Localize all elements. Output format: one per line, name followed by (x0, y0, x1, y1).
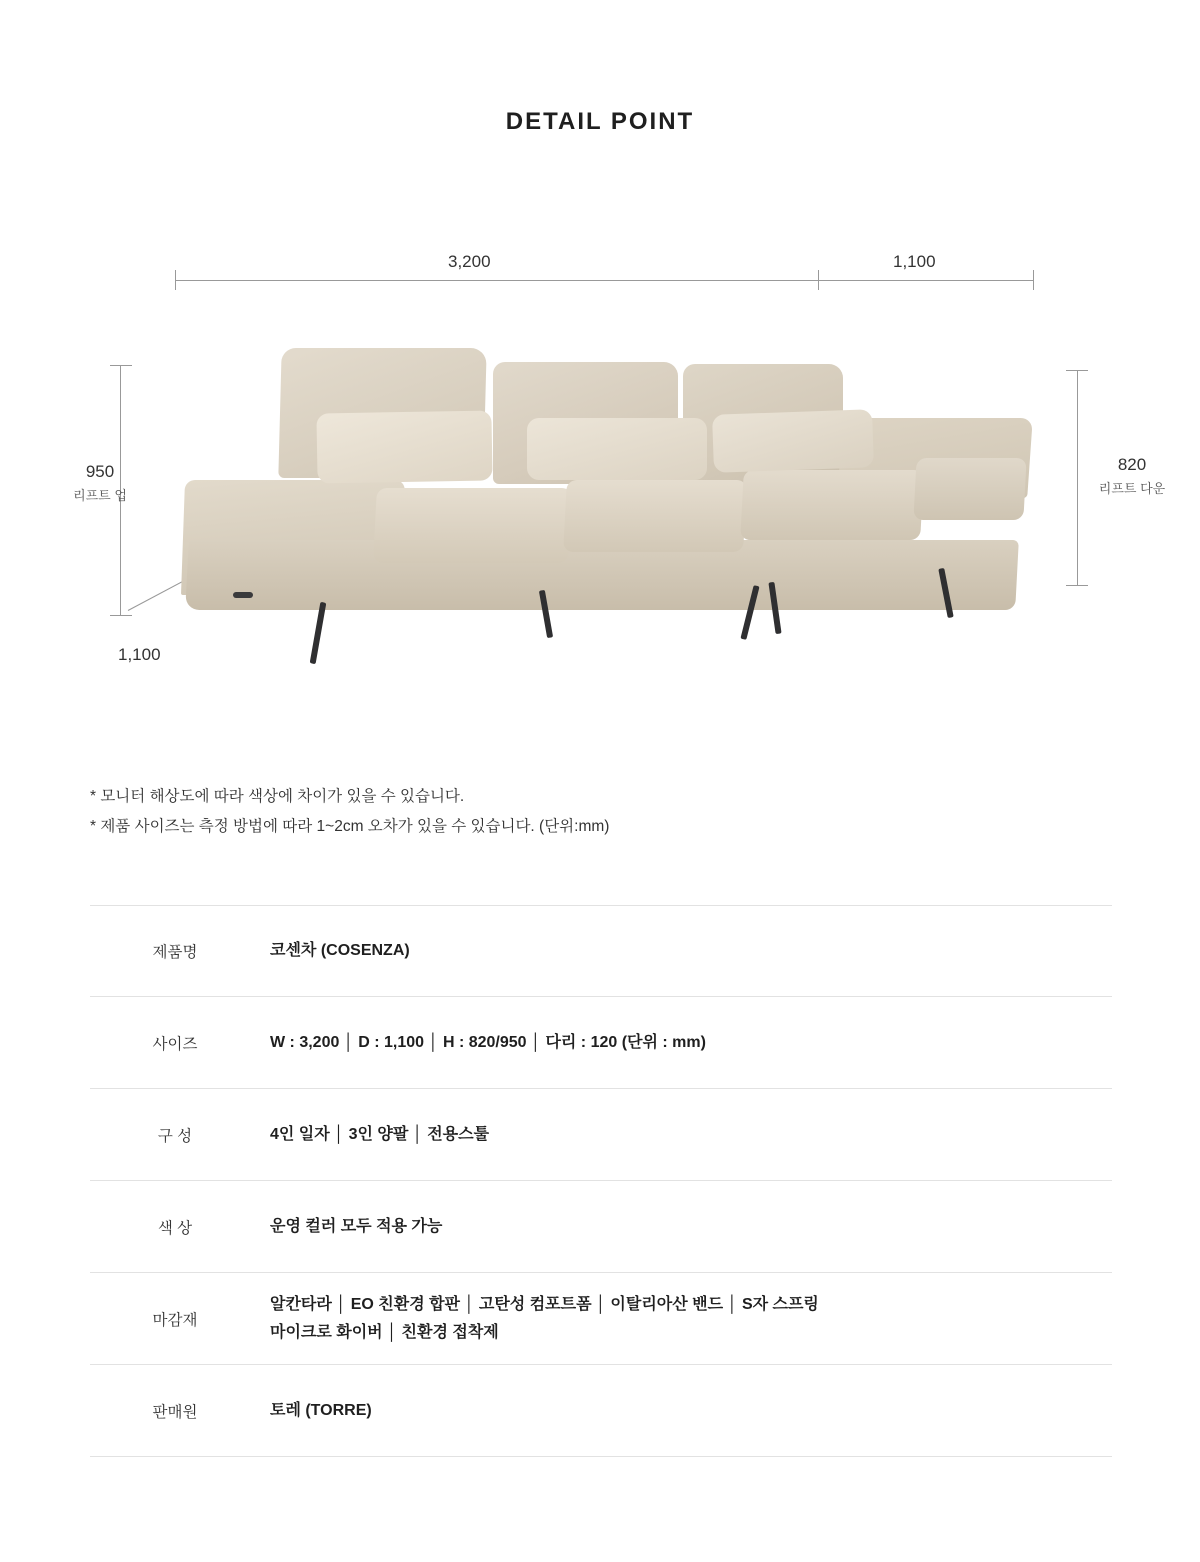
dimension-width-main: 3,200 (448, 252, 491, 271)
dimension-height-lift-up (64, 462, 136, 504)
sofa-leg-1 (310, 602, 327, 665)
sofa-seat-cushion-3 (740, 470, 924, 540)
note-line-2: * 제품 사이즈는 측정 방법에 따라 1~2cm 오차가 있을 수 있습니다. (단위:mm) (90, 818, 610, 835)
left-dimension-cap-top (110, 365, 132, 366)
spec-value-material-line-2: 마이크로 화이버 │ 친환경 접착제 (270, 1323, 499, 1341)
sofa-foot-pad (233, 592, 253, 598)
sofa-illustration (175, 340, 1045, 670)
page-title: DETAIL POINT (505, 108, 695, 135)
sofa-seat-cushion-2 (563, 480, 747, 552)
spec-value-material-line-1: 알칸타라 │ EO 친환경 합판 │ 고탄성 컴포트폼 │ 이탈리아산 밴드 │ S자 스프링 (270, 1295, 819, 1313)
spec-label-size: 사이즈 (152, 1035, 198, 1053)
dimension-height-lift-down-caption: 리프트 다운 (1098, 481, 1166, 496)
spec-label-seller: 판매원 (152, 1403, 198, 1421)
product-dimension-diagram (0, 230, 1200, 710)
dimension-depth: 1,100 (118, 645, 161, 664)
spec-label-composition: 구 성 (157, 1127, 193, 1145)
dimension-tick-middle (818, 270, 819, 290)
sofa-back-pillow-1 (316, 410, 492, 483)
table-row (90, 1089, 1112, 1181)
table-row (90, 1365, 1112, 1457)
spec-value-material (260, 1291, 819, 1347)
right-dimension-line (1077, 370, 1078, 585)
dimension-height-lift-up-caption: 리프트 업 (73, 488, 127, 503)
sofa-seat-cushion-1 (373, 488, 572, 563)
table-row (90, 905, 1112, 997)
spec-value-product-name: 코센차 (COSENZA) (270, 942, 410, 959)
right-dimension-cap-top (1066, 370, 1088, 371)
top-dimension-line (175, 280, 1033, 281)
product-notes (90, 782, 609, 842)
dimension-height-lift-down-value: 820 (1117, 455, 1147, 474)
note-line-1: * 모니터 해상도에 따라 색상에 차이가 있을 수 있습니다. (90, 788, 465, 805)
left-dimension-cap-bottom (110, 615, 132, 616)
table-row (90, 1273, 1112, 1365)
table-row (90, 997, 1112, 1089)
sofa-back-pillow-2 (527, 418, 707, 480)
sofa-back-pillow-3 (712, 409, 874, 473)
dimension-tick-right (1033, 270, 1034, 290)
table-row (90, 1181, 1112, 1273)
product-spec-table (90, 905, 1112, 1457)
spec-label-material: 마감재 (152, 1311, 198, 1329)
spec-value-seller: 토레 (TORRE) (270, 1401, 372, 1419)
dimension-width-secondary: 1,100 (893, 252, 936, 271)
dimension-tick-left (175, 270, 176, 290)
right-dimension-cap-bottom (1066, 585, 1088, 586)
spec-value-color: 운영 컬러 모두 적용 가능 (270, 1217, 443, 1235)
spec-value-composition: 4인 일자 │ 3인 양팔 │ 전용스툴 (270, 1125, 490, 1143)
spec-label-product-name: 제품명 (152, 944, 198, 961)
dimension-height-lift-up-value: 950 (85, 462, 115, 481)
sofa-seat-cushion-4 (913, 458, 1026, 520)
dimension-height-lift-down (1086, 455, 1178, 497)
spec-value-size: W : 3,200 │ D : 1,100 │ H : 820/950 │ 다리 : 120 (단위 : mm) (270, 1033, 706, 1051)
spec-label-color: 색 상 (157, 1219, 193, 1237)
